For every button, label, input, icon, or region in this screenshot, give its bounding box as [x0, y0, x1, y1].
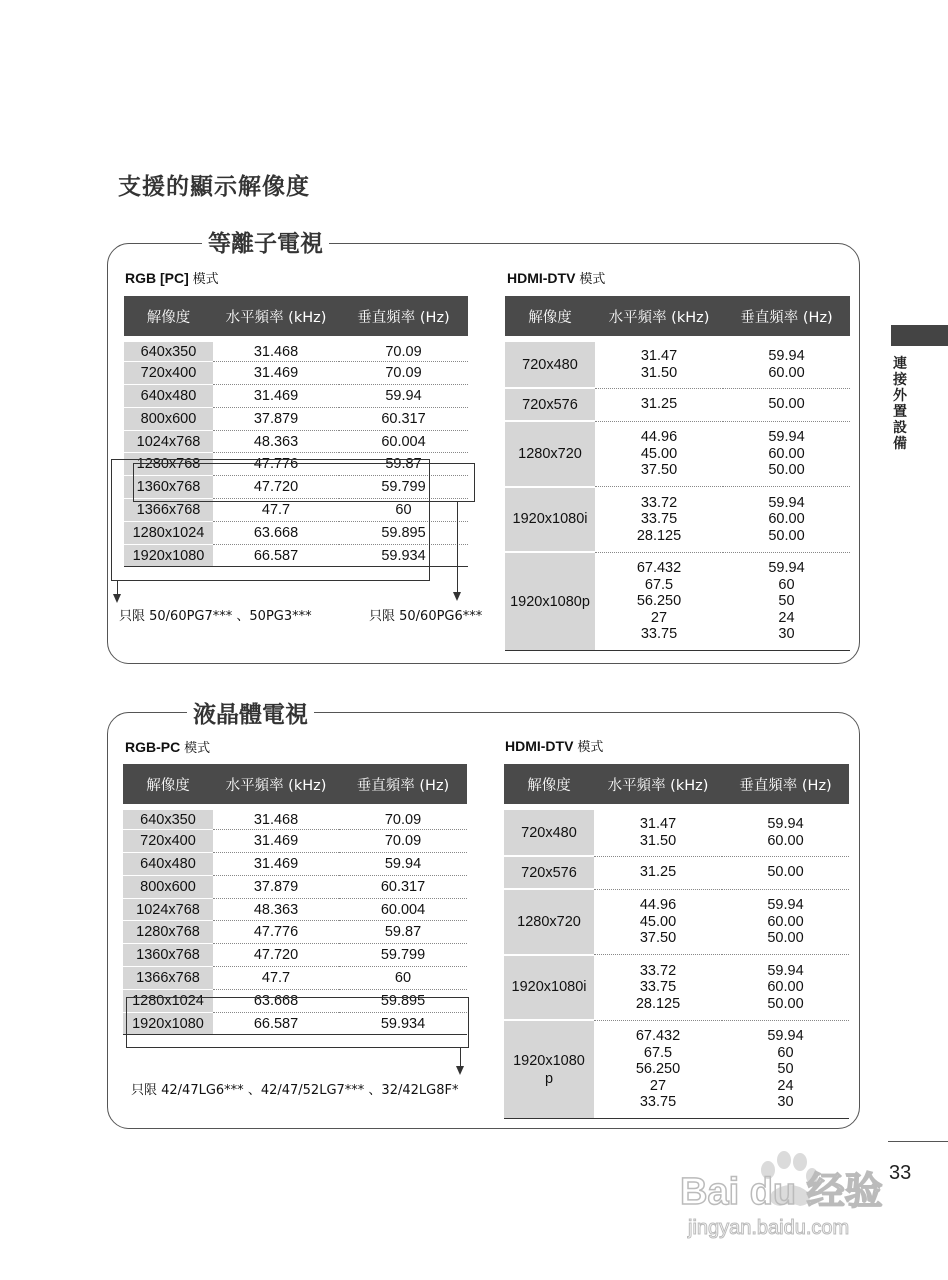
cell-horizontal-freq [594, 889, 722, 955]
cell-resolution: 640x350 [124, 339, 213, 362]
cell-resolution: 800x600 [124, 407, 213, 430]
cell-vertical-freq [723, 421, 850, 487]
cell-vertical-freq: 70.09 [339, 362, 468, 385]
lcd-rgb-mode-name: RGB-PC [125, 739, 181, 755]
cell-horizontal-freq [594, 807, 722, 856]
cell-vertical-freq: 59.94 [339, 385, 468, 408]
horizontal-freq-value: 31.25 [639, 864, 677, 881]
vertical-freq-value: 60.00 [767, 979, 804, 995]
header-vertical-freq: 垂直頻率 (Hz) [723, 296, 850, 339]
cell-horizontal-freq: 47.720 [213, 944, 339, 967]
cell-vertical-freq: 59.94 [339, 853, 467, 876]
lcd-section-title: 液晶體電視 [187, 696, 314, 729]
header-horizontal-freq: 水平頻率 (kHz) [213, 764, 339, 807]
cell-resolution: 720x576 [505, 388, 595, 421]
vertical-freq-value: 59.94 [768, 348, 805, 365]
vertical-freq-value: 50.00 [768, 527, 805, 544]
cell-horizontal-freq: 31.469 [213, 830, 339, 853]
plasma-arrow-2 [453, 592, 461, 601]
vertical-freq-value: 50.00 [767, 995, 804, 1012]
plasma-bracket-box-2 [133, 463, 475, 502]
horizontal-freq-value: 45.00 [640, 445, 678, 462]
cell-horizontal-freq: 63.668 [213, 989, 339, 1012]
table-row [124, 339, 468, 362]
horizontal-freq-value: 37.50 [639, 930, 677, 946]
cell-vertical-freq: 59.799 [339, 476, 468, 499]
table-row [504, 1020, 849, 1119]
table-row [123, 830, 467, 853]
horizontal-freq-value: 33.75 [639, 979, 677, 995]
vertical-freq-value: 24 [778, 609, 795, 626]
cell-horizontal-freq [595, 487, 723, 553]
cell-resolution: 1920x1080p [505, 552, 595, 651]
header-vertical-freq: 垂直頻率 (Hz) [339, 764, 467, 807]
cell-resolution: 720x576 [504, 856, 594, 889]
page-number-rule [888, 1141, 948, 1142]
plasma-bracket-line-1 [117, 581, 118, 595]
cell-horizontal-freq: 47.776 [213, 453, 339, 476]
vertical-freq-value: 59.94 [768, 494, 805, 511]
horizontal-freq-value: 31.50 [640, 364, 678, 381]
vertical-freq-value: 24 [777, 1077, 794, 1094]
cell-vertical-freq [722, 807, 849, 856]
plasma-rgb-mode-suffix: 模式 [192, 272, 219, 287]
cell-horizontal-freq: 47.7 [213, 499, 339, 522]
table-row [124, 385, 468, 408]
table-row [123, 967, 467, 990]
cell-vertical-freq [723, 388, 850, 421]
vertical-freq-value: 50 [777, 1061, 794, 1077]
cell-resolution: 640x480 [123, 853, 213, 876]
plasma-note-1: 只限 50/60PG7*** 、50PG3*** [119, 609, 312, 624]
cell-resolution: 1280x768 [123, 921, 213, 944]
lcd-arrow [456, 1066, 464, 1075]
table-row [504, 955, 849, 1021]
plasma-rgb-mode-label [125, 268, 219, 287]
cell-vertical-freq: 60 [339, 499, 468, 522]
horizontal-freq-value: 31.25 [640, 396, 678, 413]
cell-resolution: 640x350 [123, 807, 213, 830]
horizontal-freq-value: 28.125 [635, 995, 681, 1012]
watermark-brand: Bai du 经验 [680, 1171, 883, 1213]
vertical-freq-value: 59.94 [768, 429, 805, 445]
chapter-tab-glyph: 設 [893, 420, 907, 436]
vertical-freq-value: 50.00 [767, 864, 804, 881]
cell-vertical-freq [723, 487, 850, 553]
cell-horizontal-freq: 37.879 [213, 875, 339, 898]
vertical-freq-value: 50.00 [767, 930, 804, 946]
plasma-arrow-1 [113, 594, 121, 603]
chapter-tab-glyph: 接 [893, 372, 907, 388]
table-row [123, 853, 467, 876]
vertical-freq-value: 60.00 [767, 913, 804, 930]
cell-horizontal-freq [594, 856, 722, 889]
cell-horizontal-freq: 48.363 [213, 430, 339, 453]
vertical-freq-value: 60.00 [767, 832, 804, 849]
vertical-freq-value: 30 [778, 626, 795, 642]
cell-resolution: 1920x1080i [505, 487, 595, 553]
vertical-freq-value: 60 [777, 1044, 794, 1061]
table-row [124, 362, 468, 385]
cell-resolution: 1920x1080i [504, 955, 594, 1021]
cell-horizontal-freq: 63.668 [213, 521, 339, 544]
table-row [123, 875, 467, 898]
horizontal-freq-value: 67.5 [643, 1044, 673, 1061]
cell-resolution: 1920x1080 p [504, 1020, 594, 1119]
cell-vertical-freq: 59.895 [339, 521, 468, 544]
chapter-tab-glyph: 外 [893, 388, 907, 404]
cell-vertical-freq: 60.317 [339, 407, 468, 430]
plasma-note-2: 只限 50/60PG6*** [369, 609, 483, 624]
baidu-watermark [672, 1142, 897, 1247]
cell-vertical-freq: 59.87 [339, 453, 468, 476]
vertical-freq-value: 60.00 [768, 511, 805, 527]
header-horizontal-freq: 水平頻率 (kHz) [213, 296, 339, 339]
lcd-hdmi-mode-suffix: 模式 [577, 740, 604, 755]
plasma-section-title: 等離子電視 [202, 225, 329, 258]
lcd-hdmi-mode-name: HDMI-DTV [505, 738, 574, 754]
cell-horizontal-freq: 47.7 [213, 967, 339, 990]
plasma-hdmi-table [505, 296, 850, 651]
cell-horizontal-freq [595, 388, 723, 421]
cell-horizontal-freq [595, 552, 723, 651]
cell-resolution: 1920x1080 [124, 544, 213, 567]
plasma-hdmi-mode-suffix: 模式 [579, 272, 606, 287]
horizontal-freq-value: 67.5 [644, 576, 674, 593]
horizontal-freq-value: 27 [650, 609, 668, 626]
watermark-url: jingyan.baidu.com [688, 1217, 850, 1239]
cell-vertical-freq [722, 889, 849, 955]
vertical-freq-value: 60.00 [768, 445, 805, 462]
plasma-bracket-line-2 [457, 502, 458, 593]
cell-vertical-freq: 70.09 [339, 830, 467, 853]
table-row [505, 388, 850, 421]
horizontal-freq-value: 28.125 [636, 527, 682, 544]
cell-vertical-freq: 70.09 [384, 811, 422, 828]
cell-vertical-freq: 59.895 [339, 989, 467, 1012]
cell-vertical-freq: 70.09 [385, 343, 422, 360]
horizontal-freq-value: 67.432 [636, 560, 682, 576]
header-vertical-freq: 垂直頻率 (Hz) [339, 296, 468, 339]
cell-vertical-freq [722, 1020, 849, 1119]
vertical-freq-value: 50 [778, 593, 795, 609]
cell-vertical-freq: 60.317 [339, 875, 467, 898]
table-row [123, 944, 467, 967]
cell-horizontal-freq: 66.587 [213, 544, 339, 567]
chapter-tab-glyph: 置 [893, 404, 907, 420]
horizontal-freq-value: 67.432 [635, 1028, 681, 1044]
cell-horizontal-freq [595, 339, 723, 388]
cell-resolution: 1920x1080 [123, 1012, 213, 1035]
table-row [505, 552, 850, 651]
vertical-freq-value: 59.94 [767, 816, 804, 833]
horizontal-freq-value: 27 [649, 1077, 667, 1094]
cell-horizontal-freq: 31.468 [253, 343, 299, 360]
lcd-bracket-line [460, 1048, 461, 1068]
table-row [123, 898, 467, 921]
cell-resolution: 1366x768 [124, 499, 213, 522]
page-number: 33 [889, 1162, 912, 1184]
horizontal-freq-value: 33.75 [639, 1094, 677, 1110]
lcd-note-1: 只限 42/47LG6*** 、42/47/52LG7*** 、32/42LG8F* [131, 1083, 459, 1098]
horizontal-freq-value: 31.47 [639, 816, 677, 833]
cell-resolution: 720x400 [124, 362, 213, 385]
chapter-tab-glyph: 連 [893, 356, 907, 372]
table-row [505, 339, 850, 388]
cell-resolution: 640x480 [124, 385, 213, 408]
vertical-freq-value: 59.94 [768, 560, 805, 576]
table-row [124, 430, 468, 453]
vertical-freq-value: 50.00 [768, 462, 805, 478]
table-row [124, 407, 468, 430]
header-horizontal-freq: 水平頻率 (kHz) [595, 296, 723, 339]
table-row [123, 921, 467, 944]
lcd-rgb-mode-suffix: 模式 [184, 741, 211, 756]
horizontal-freq-value: 33.75 [640, 511, 678, 527]
cell-horizontal-freq: 47.720 [213, 476, 339, 499]
cell-vertical-freq [722, 856, 849, 889]
cell-vertical-freq: 59.799 [339, 944, 467, 967]
vertical-freq-value: 60.00 [768, 364, 805, 381]
cell-horizontal-freq [594, 1020, 722, 1119]
chapter-tab-label [890, 356, 910, 452]
cell-resolution: 1360x768 [123, 944, 213, 967]
plasma-hdmi-mode-label [507, 268, 605, 287]
cell-resolution: 800x600 [123, 875, 213, 898]
page-heading: 支援的顯示解像度 [118, 174, 310, 200]
vertical-freq-value: 50.00 [768, 396, 805, 413]
table-row [504, 807, 849, 856]
header-resolution: 解像度 [123, 764, 213, 807]
lcd-hdmi-table [504, 764, 849, 1119]
horizontal-freq-value: 56.250 [635, 1061, 681, 1077]
cell-resolution: 1024x768 [124, 430, 213, 453]
cell-vertical-freq: 60.004 [339, 898, 467, 921]
table-row [123, 807, 467, 830]
table-row [504, 889, 849, 955]
horizontal-freq-value: 33.72 [640, 494, 678, 511]
cell-resolution: 720x480 [504, 807, 594, 856]
horizontal-freq-value: 33.75 [640, 626, 678, 642]
vertical-freq-value: 59.94 [767, 897, 804, 913]
cell-vertical-freq: 60 [339, 967, 467, 990]
cell-vertical-freq: 59.87 [339, 921, 467, 944]
table-row [504, 856, 849, 889]
cell-resolution: 1280x1024 [123, 989, 213, 1012]
vertical-freq-value: 30 [777, 1094, 794, 1110]
plasma-rgb-mode-name: RGB [PC] [125, 270, 189, 286]
cell-horizontal-freq [595, 421, 723, 487]
vertical-freq-value: 59.94 [767, 1028, 804, 1044]
horizontal-freq-value: 33.72 [639, 962, 677, 979]
header-vertical-freq: 垂直頻率 (Hz) [722, 764, 849, 807]
plasma-hdmi-mode-name: HDMI-DTV [507, 270, 576, 286]
header-horizontal-freq: 水平頻率 (kHz) [594, 764, 722, 807]
cell-vertical-freq [723, 552, 850, 651]
horizontal-freq-value: 44.96 [639, 897, 677, 913]
lcd-bracket-box [126, 997, 469, 1048]
lcd-hdmi-mode-label [505, 736, 603, 755]
cell-resolution: 1024x768 [123, 898, 213, 921]
horizontal-freq-value: 31.47 [640, 348, 678, 365]
cell-horizontal-freq [594, 955, 722, 1021]
vertical-freq-value: 60 [778, 576, 795, 593]
cell-horizontal-freq: 48.363 [213, 898, 339, 921]
vertical-freq-value: 59.94 [767, 962, 804, 979]
cell-horizontal-freq: 31.469 [213, 385, 339, 408]
horizontal-freq-value: 44.96 [640, 429, 678, 445]
chapter-tab-glyph: 備 [893, 436, 907, 452]
cell-vertical-freq: 60.004 [339, 430, 468, 453]
cell-horizontal-freq: 47.776 [213, 921, 339, 944]
cell-vertical-freq [722, 955, 849, 1021]
cell-horizontal-freq: 66.587 [213, 1012, 339, 1035]
cell-resolution: 1360x768 [124, 476, 213, 499]
cell-resolution: 1280x768 [124, 453, 213, 476]
lcd-rgb-table [123, 764, 467, 1035]
cell-resolution: 720x480 [505, 339, 595, 388]
cell-resolution: 1280x720 [504, 889, 594, 955]
table-row [505, 487, 850, 553]
cell-resolution: 1280x1024 [124, 521, 213, 544]
cell-horizontal-freq: 31.469 [213, 362, 339, 385]
horizontal-freq-value: 31.50 [639, 832, 677, 849]
horizontal-freq-value: 37.50 [640, 462, 678, 478]
cell-horizontal-freq: 31.469 [213, 853, 339, 876]
header-resolution: 解像度 [505, 296, 595, 339]
cell-vertical-freq: 59.934 [339, 544, 468, 567]
cell-vertical-freq [723, 339, 850, 388]
horizontal-freq-value: 45.00 [639, 913, 677, 930]
horizontal-freq-value: 56.250 [636, 593, 682, 609]
cell-resolution: 1366x768 [123, 967, 213, 990]
cell-resolution: 1280x720 [505, 421, 595, 487]
cell-vertical-freq: 59.934 [339, 1012, 467, 1035]
cell-resolution: 720x400 [123, 830, 213, 853]
lcd-rgb-mode-label [125, 737, 210, 756]
cell-horizontal-freq: 31.468 [253, 811, 299, 828]
cell-horizontal-freq: 37.879 [213, 407, 339, 430]
table-row [505, 421, 850, 487]
header-resolution: 解像度 [124, 296, 213, 339]
header-resolution: 解像度 [504, 764, 594, 807]
chapter-tab [891, 325, 948, 346]
